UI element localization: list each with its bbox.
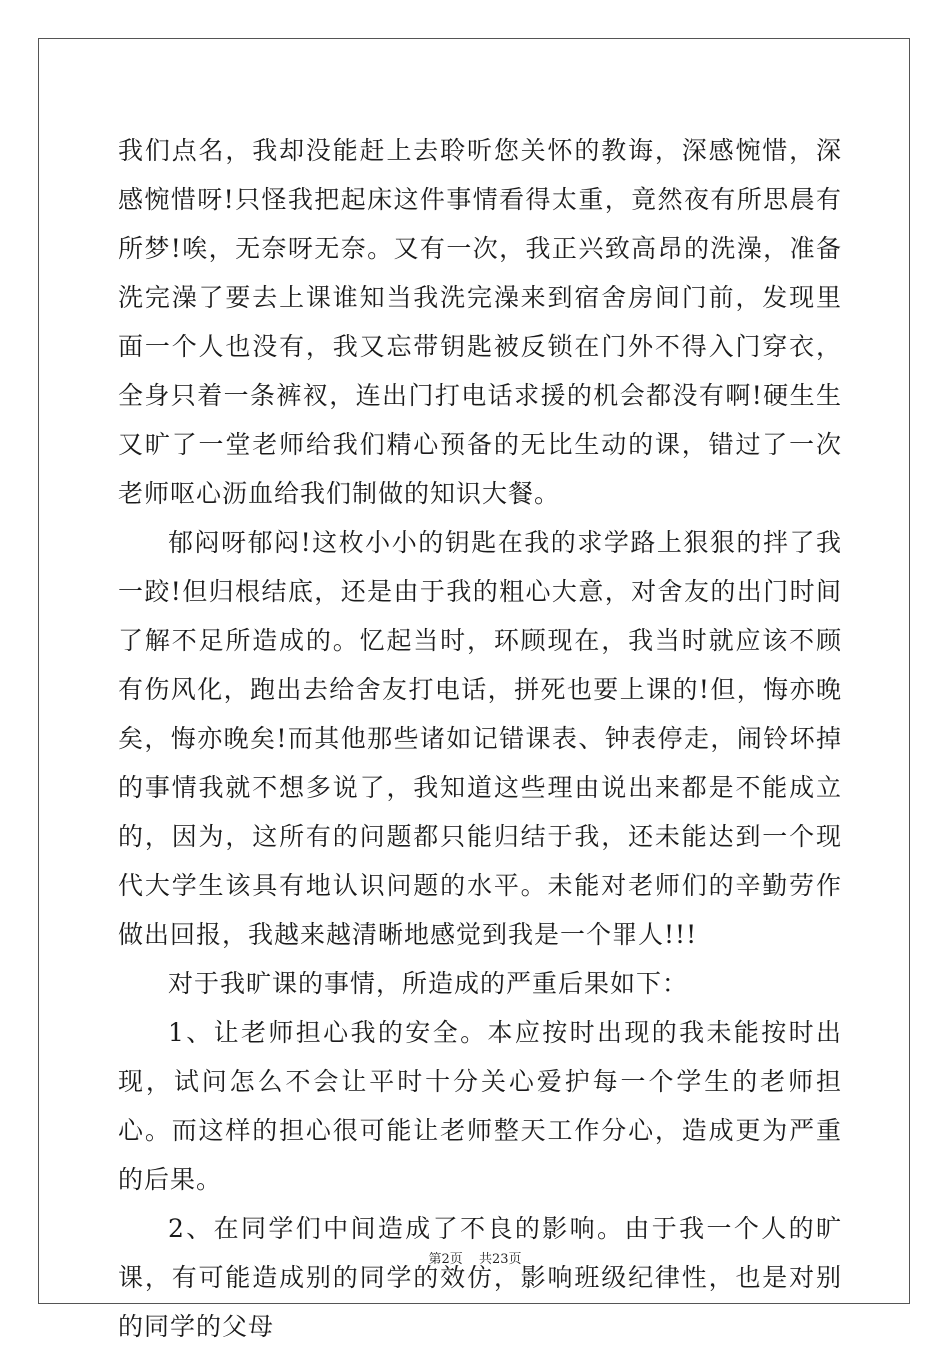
paragraph-4: 1、让老师担心我的安全。本应按时出现的我未能按时出现，试问怎么不会让平时十分关心爱护每一个学生的老师担心。而这样的担心很可能让老师整天工作分心，造成更为严重的后果。	[118, 1018, 842, 1194]
page-total: 共23页	[478, 1252, 522, 1267]
paragraph-5: 2、在同学们中间造成了不良的影响。由于我一个人的旷课，有可能造成别的同学的效仿，影响班级纪律性，也是对别的同学的父母	[118, 1214, 842, 1341]
page-number: 第2页	[428, 1252, 463, 1267]
paragraph-1: 我们点名，我却没能赶上去聆听您关怀的教诲，深感惋惜，深感惋惜呀!只怪我把起床这件事情看得太重，竟然夜有所思晨有所梦!唉，无奈呀无奈。又有一次，我正兴致高昂的洗澡，准备洗完澡了要去上课谁知当我洗完澡来到宿舍房间门前，发现里面一个人也没有，我又忘带钥匙被反锁在门外不得入门穿衣，全身只着一条裤衩，连出门打电话求援的机会都没有啊!硬生生又旷了一堂老师给我们精心预备的无比生动的课，错过了一次老师呕心沥血给我们制做的知识大餐。	[118, 136, 842, 508]
document-body	[118, 126, 842, 1351]
page-footer	[0, 1248, 950, 1267]
paragraph-3: 对于我旷课的事情，所造成的严重后果如下：	[168, 969, 689, 998]
paragraph-2: 郁闷呀郁闷!这枚小小的钥匙在我的求学路上狠狠的拌了我一跤!但归根结底，还是由于我的粗心大意，对舍友的出门时间了解不足所造成的。忆起当时，环顾现在，我当时就应该不顾有伤风化，跑出去给舍友打电话，拼死也要上课的!但，悔亦晚矣，悔亦晚矣!而其他那些诸如记错课表、钟表停走，闹铃坏掉的事情我就不想多说了，我知道这些理由说出来都是不能成立的，因为，这所有的问题都只能归结于我，还未能达到一个现代大学生该具有地认识问题的水平。未能对老师们的辛勤劳作做出回报，我越来越清晰地感觉到我是一个罪人!!!	[118, 528, 842, 949]
